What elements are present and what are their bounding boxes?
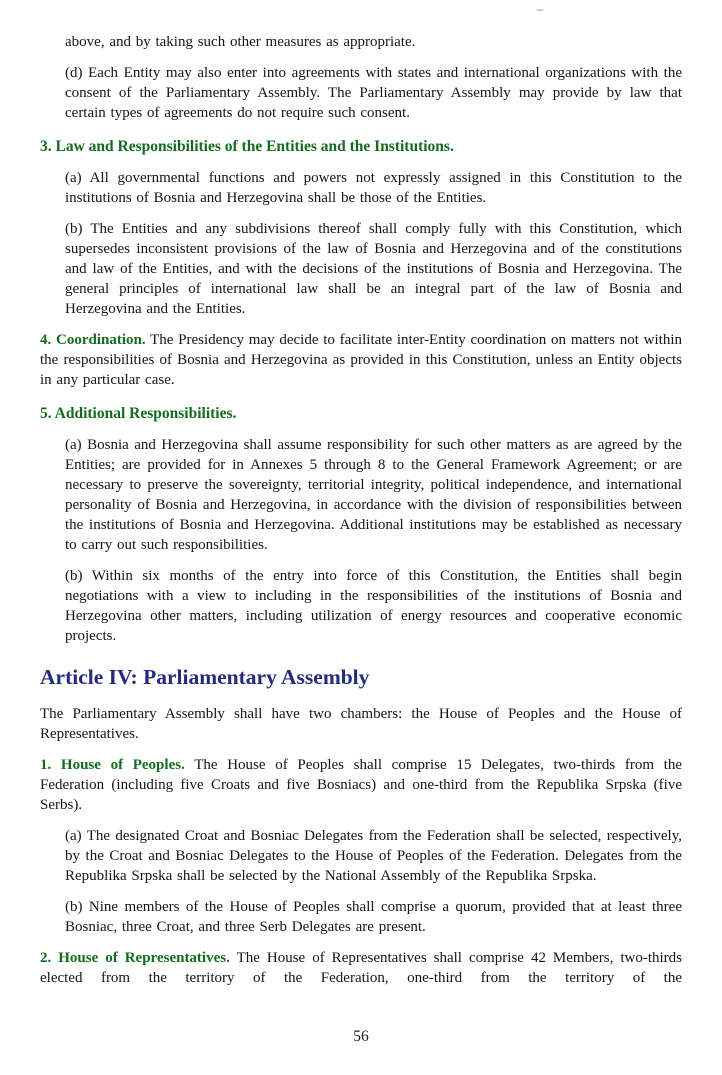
paragraph-5b: (b) Within six months of the entry into force of this Constitution, the Entities shall begin negotiations with a view to including in the responsibilities of the institutions of Bosnia and Herzegovina other matters, including utilization of energy resources and cooperative economic projects. xyxy=(65,568,682,644)
paragraph-1-body: The House of Peoples shall comprise 15 Delegates, two-thirds from the Federation (including five Croats and five Bosniacs) and one-third from the Republika Srpska (five Serbs). xyxy=(40,757,682,813)
paragraph-5a: (a) Bosnia and Herzegovina shall assume responsibility for such other matters as are agreed by the Entities; are provided for in Annexes 5 through 8 to the General Framework Agreement; or are necessary to preserve the sovereignty, territorial integrity, political independence, and international personality of Bosnia and Herzegovina, in accordance with the division of responsibilities between the institutions of Bosnia and Herzegovina. Additional institutions may be established as necessary to carry out such responsibilities. xyxy=(65,437,682,553)
paragraph-4-body: The Presidency may decide to facilitate inter-Entity coordination on matters not within the responsibilities of Bosnia and Herzegovina as provided in this Constitution, unless an Entity objects in any particular case. xyxy=(40,332,682,388)
section-heading-3-law-responsibilities: 3. Law and Responsibilities of the Entities and the Institutions. xyxy=(40,138,454,155)
scan-artifact xyxy=(536,9,544,11)
paragraph-article-iv-intro: The Parliamentary Assembly shall have two chambers: the House of Peoples and the House of Representatives. xyxy=(40,706,682,742)
paragraph-continuation: above, and by taking such other measures as appropriate. xyxy=(65,34,416,50)
section-heading-5-additional-responsibilities: 5. Additional Responsibilities. xyxy=(40,405,237,422)
page-number: 56 xyxy=(353,1028,369,1045)
paragraph-d-agreements: (d) Each Entity may also enter into agreements with states and international organizations with the consent of the Parliamentary Assembly. The Parliamentary Assembly may provide by law that certain types of agreements do not require such consent. xyxy=(65,65,682,121)
paragraph-1b: (b) Nine members of the House of Peoples shall comprise a quorum, provided that at least three Bosniac, three Croat, and three Serb Delegates are present. xyxy=(65,899,682,935)
section-lead-4-coordination: 4. Coordination. xyxy=(40,332,146,348)
paragraph-4-coordination xyxy=(40,330,682,390)
section-lead-2-house-of-representatives: 2. House of Representatives. xyxy=(40,950,230,966)
paragraph-1a: (a) The designated Croat and Bosniac Delegates from the Federation shall be selected, respectively, by the Croat and Bosniac Delegates to the House of Peoples of the Federation. Delegates from the Republika Srpska shall be selected by the National Assembly of the Republika Srpska. xyxy=(65,828,682,884)
paragraph-1-house-of-peoples xyxy=(40,755,682,815)
paragraph-2-house-of-representatives xyxy=(40,948,682,988)
section-lead-1-house-of-peoples: 1. House of Peoples. xyxy=(40,757,185,773)
page-content xyxy=(40,32,682,999)
article-iv-heading: Article IV: Parliamentary Assembly xyxy=(40,665,370,689)
paragraph-3b: (b) The Entities and any subdivisions thereof shall comply fully with this Constitution, which supersedes inconsistent provisions of the law of Bosnia and Herzegovina and of the constitutions and law of the Entities, and with the decisions of the institutions of Bosnia and Herzegovina. The general principles of international law shall be an integral part of the law of Bosnia and Herzegovina and the Entities. xyxy=(65,221,682,317)
paragraph-2-body: The House of Representatives shall comprise 42 Members, two-thirds elected from the territory of the Federation, one-third from the territory of the xyxy=(40,950,682,986)
paragraph-3a: (a) All governmental functions and powers not expressly assigned in this Constitution to the institutions of Bosnia and Herzegovina shall be those of the Entities. xyxy=(65,170,682,206)
